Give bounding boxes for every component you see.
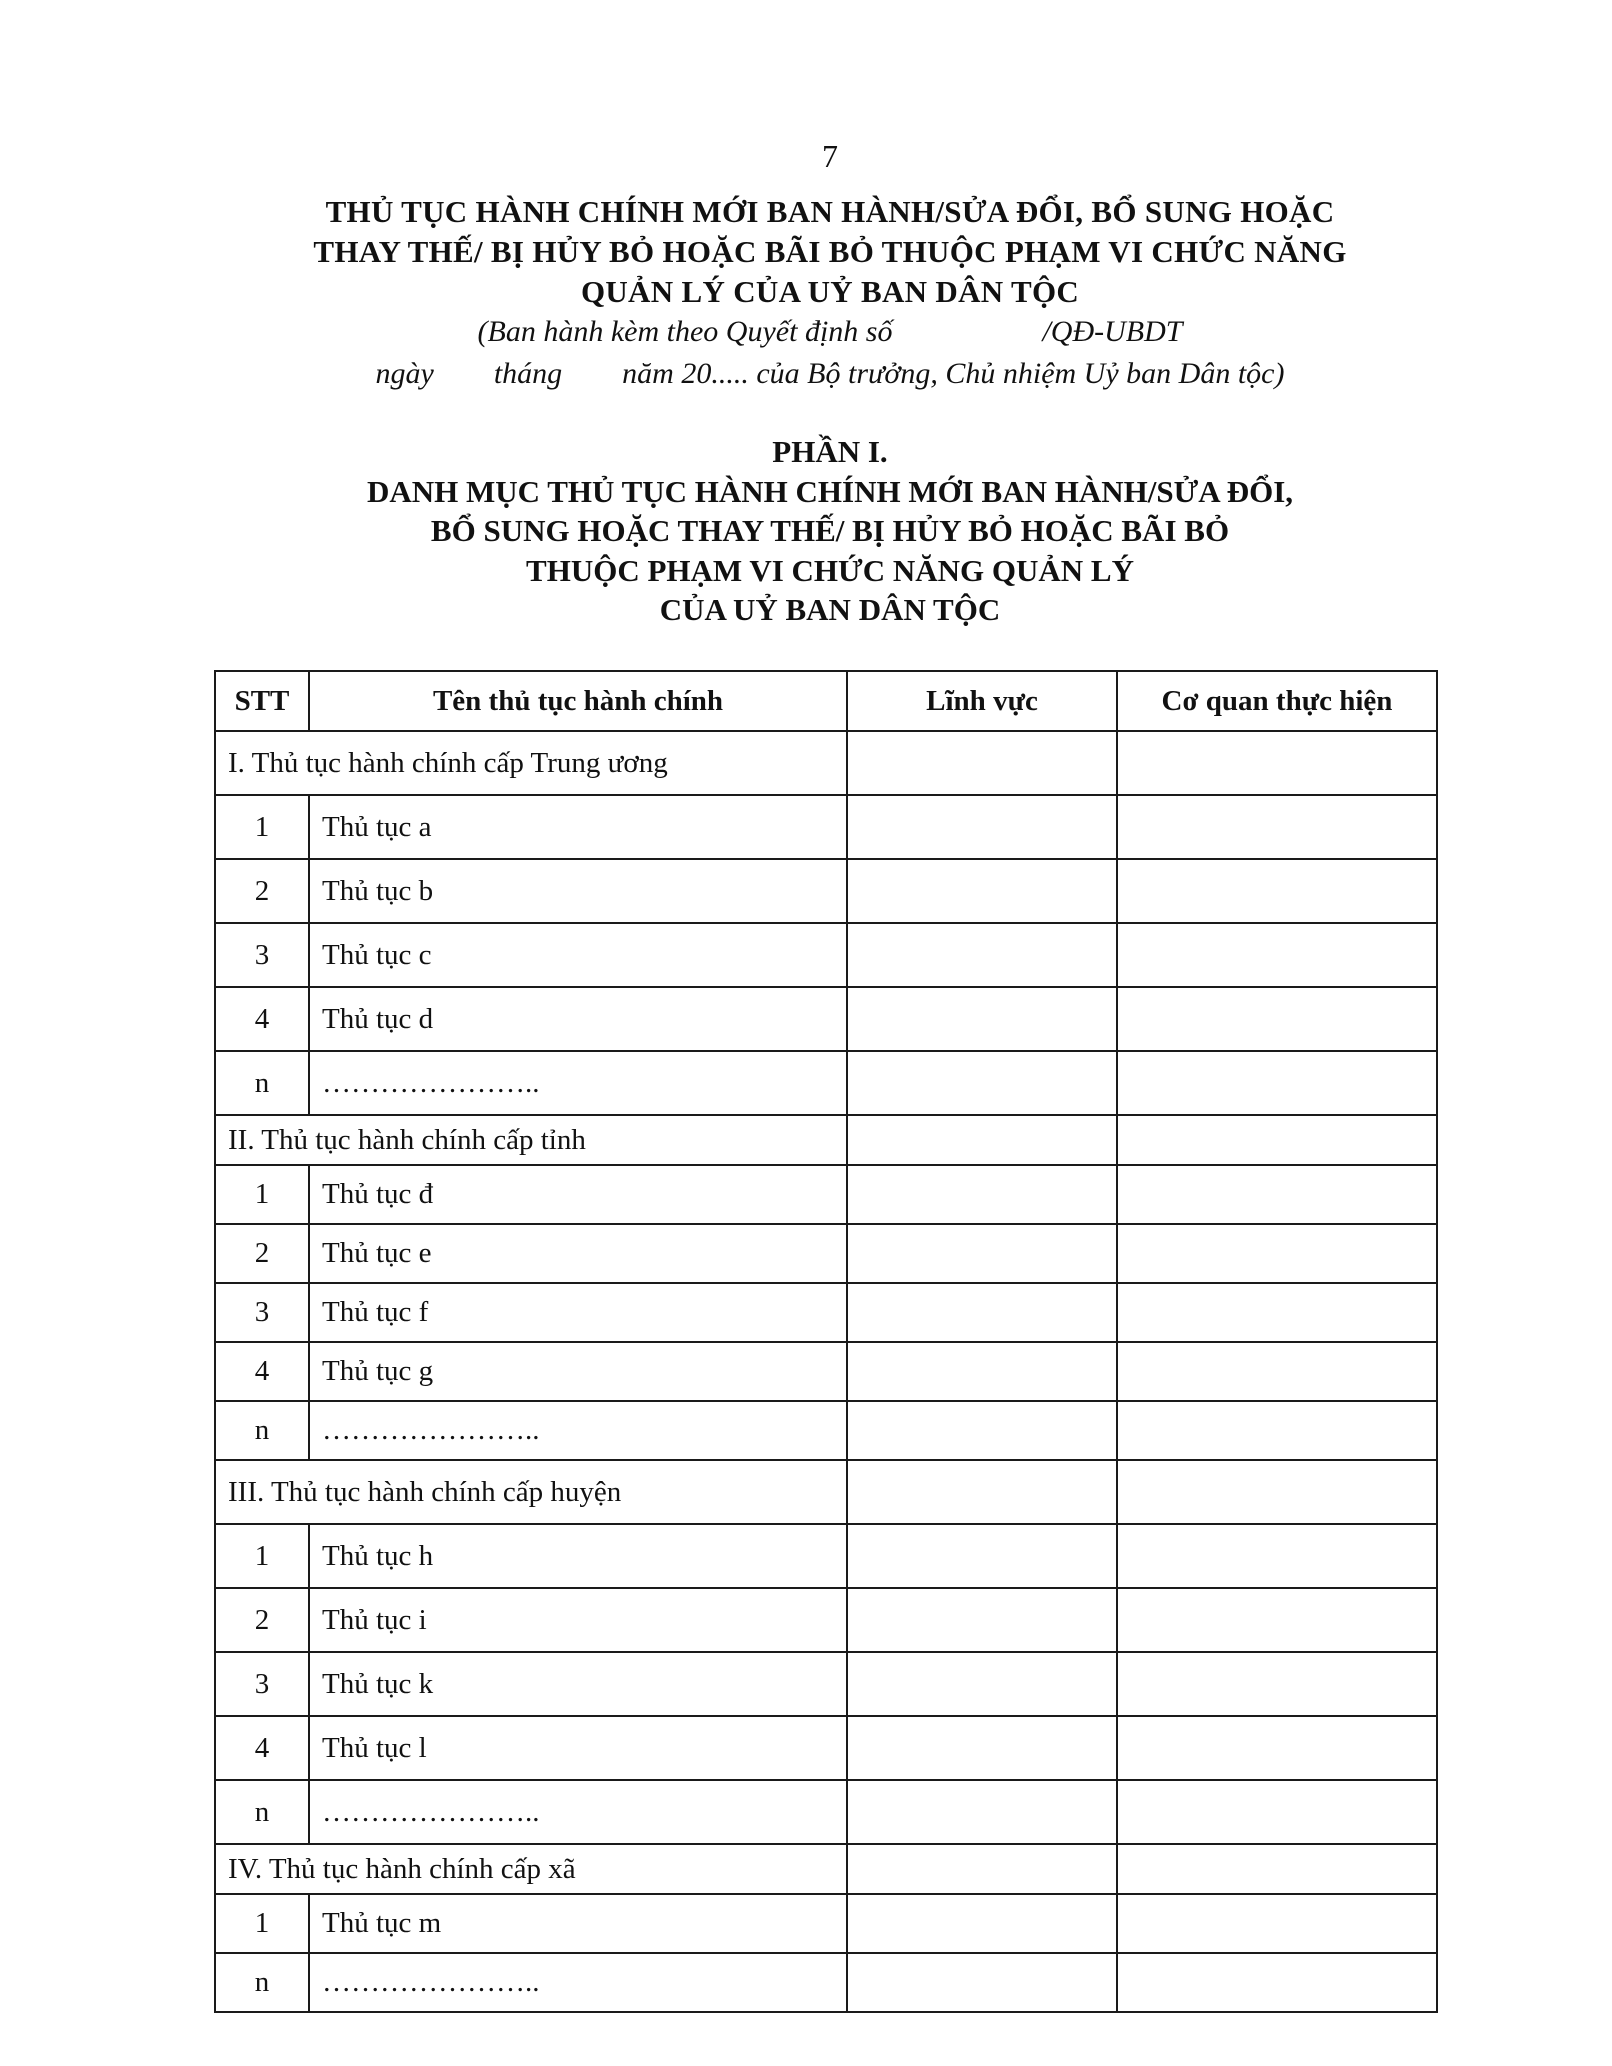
procedure-name-cell: Thủ tục m [309, 1894, 847, 1953]
agency-cell [1117, 1780, 1437, 1844]
table-row [215, 1342, 1437, 1401]
section-row [215, 731, 1437, 795]
header-procedure-name: Tên thủ tục hành chính [309, 671, 847, 731]
field-cell [847, 1115, 1117, 1165]
field-cell [847, 731, 1117, 795]
agency-cell [1117, 1342, 1437, 1401]
agency-cell [1117, 1051, 1437, 1115]
stt-cell: 4 [215, 1342, 309, 1401]
agency-cell [1117, 795, 1437, 859]
field-cell [847, 1224, 1117, 1283]
field-cell [847, 923, 1117, 987]
table-row [215, 1051, 1437, 1115]
table-row [215, 1894, 1437, 1953]
field-cell [847, 1342, 1117, 1401]
subtitle-decision-text: (Ban hành kèm theo Quyết định số [477, 315, 893, 348]
procedure-name-cell: Thủ tục k [309, 1652, 847, 1716]
procedure-name-cell: ………………….. [309, 1780, 847, 1844]
agency-cell [1117, 1844, 1437, 1894]
stt-cell: 2 [215, 859, 309, 923]
agency-cell [1117, 731, 1437, 795]
agency-cell [1117, 1894, 1437, 1953]
agency-cell [1117, 1652, 1437, 1716]
field-cell [847, 987, 1117, 1051]
agency-cell [1117, 1524, 1437, 1588]
stt-cell: 3 [215, 1283, 309, 1342]
procedure-name-cell: ………………….. [309, 1953, 847, 2012]
part-title-line: CỦA UỶ BAN DÂN TỘC [659, 592, 1001, 627]
table-row [215, 1652, 1437, 1716]
stt-cell: 4 [215, 1716, 309, 1780]
table-row [215, 1716, 1437, 1780]
title-line: THỦ TỤC HÀNH CHÍNH MỚI BAN HÀNH/SỬA ĐỔI, BỔ SUNG HOẶC [325, 194, 1335, 229]
stt-cell: 1 [215, 1524, 309, 1588]
field-cell [847, 1401, 1117, 1460]
agency-cell [1117, 1953, 1437, 2012]
agency-cell [1117, 1716, 1437, 1780]
table-row [215, 987, 1437, 1051]
section-title: II. Thủ tục hành chính cấp tỉnh [215, 1115, 847, 1165]
stt-cell: n [215, 1953, 309, 2012]
procedure-name-cell: ………………….. [309, 1051, 847, 1115]
stt-cell: 1 [215, 1894, 309, 1953]
agency-cell [1117, 987, 1437, 1051]
table-row [215, 1780, 1437, 1844]
procedure-name-cell: Thủ tục g [309, 1342, 847, 1401]
procedure-name-cell: Thủ tục a [309, 795, 847, 859]
subtitle-decision-code: /QĐ-UBDT [1042, 315, 1183, 348]
agency-cell [1117, 923, 1437, 987]
procedure-name-cell: Thủ tục e [309, 1224, 847, 1283]
section-row [215, 1844, 1437, 1894]
agency-cell [1117, 1283, 1437, 1342]
agency-cell [1117, 859, 1437, 923]
stt-cell: 3 [215, 1652, 309, 1716]
table-row [215, 1401, 1437, 1460]
subtitle-line-1 [200, 312, 1460, 352]
procedure-name-cell: Thủ tục h [309, 1524, 847, 1588]
table-header-row [215, 671, 1437, 731]
subtitle-day: ngày [375, 357, 434, 390]
stt-cell: 3 [215, 923, 309, 987]
section-title: IV. Thủ tục hành chính cấp xã [215, 1844, 847, 1894]
field-cell [847, 1165, 1117, 1224]
subtitle-line-2 [200, 354, 1460, 394]
stt-cell: 1 [215, 795, 309, 859]
field-cell [847, 1716, 1117, 1780]
table-row [215, 859, 1437, 923]
procedure-name-cell: Thủ tục f [309, 1283, 847, 1342]
part-heading [200, 432, 1460, 630]
field-cell [847, 859, 1117, 923]
agency-cell [1117, 1224, 1437, 1283]
procedure-name-cell: Thủ tục c [309, 923, 847, 987]
procedure-name-cell: Thủ tục b [309, 859, 847, 923]
part-title-line: THUỘC PHẠM VI CHỨC NĂNG QUẢN LÝ [526, 552, 1134, 588]
stt-cell: n [215, 1401, 309, 1460]
table-row [215, 795, 1437, 859]
subtitle-year-issuer: năm 20..... của Bộ trưởng, Chủ nhiệm Uỷ ban Dân tộc) [622, 357, 1285, 390]
title-line: QUẢN LÝ CỦA UỶ BAN DÂN TỘC [580, 274, 1080, 309]
stt-cell: n [215, 1051, 309, 1115]
section-row [215, 1460, 1437, 1524]
field-cell [847, 1894, 1117, 1953]
field-cell [847, 795, 1117, 859]
procedure-name-cell: Thủ tục d [309, 987, 847, 1051]
header-agency: Cơ quan thực hiện [1117, 671, 1437, 731]
stt-cell: 2 [215, 1588, 309, 1652]
stt-cell: n [215, 1780, 309, 1844]
header-field: Lĩnh vực [847, 671, 1117, 731]
agency-cell [1117, 1115, 1437, 1165]
part-title-line: BỔ SUNG HOẶC THAY THẾ/ BỊ HỦY BỎ HOẶC BÃI BỎ [430, 513, 1230, 548]
table-row [215, 1224, 1437, 1283]
procedure-table [214, 670, 1438, 2013]
subtitle-month: tháng [493, 357, 563, 390]
procedure-name-cell: ………………….. [309, 1401, 847, 1460]
table-row [215, 1283, 1437, 1342]
agency-cell [1117, 1401, 1437, 1460]
section-title: I. Thủ tục hành chính cấp Trung ương [215, 731, 847, 795]
table-row [215, 923, 1437, 987]
field-cell [847, 1051, 1117, 1115]
field-cell [847, 1844, 1117, 1894]
table-row [215, 1524, 1437, 1588]
procedure-name-cell: Thủ tục i [309, 1588, 847, 1652]
field-cell [847, 1524, 1117, 1588]
part-title-line: DANH MỤC THỦ TỤC HÀNH CHÍNH MỚI BAN HÀNH/SỬA ĐỔI, [366, 473, 1294, 509]
field-cell [847, 1283, 1117, 1342]
agency-cell [1117, 1588, 1437, 1652]
stt-cell: 4 [215, 987, 309, 1051]
section-row [215, 1115, 1437, 1165]
procedure-name-cell: Thủ tục đ [309, 1165, 847, 1224]
table-row [215, 1953, 1437, 2012]
page-number: 7 [822, 138, 838, 174]
table-row [215, 1165, 1437, 1224]
section-title: III. Thủ tục hành chính cấp huyện [215, 1460, 847, 1524]
field-cell [847, 1460, 1117, 1524]
stt-cell: 1 [215, 1165, 309, 1224]
title-line: THAY THẾ/ BỊ HỦY BỎ HOẶC BÃI BỎ THUỘC PHẠM VI CHỨC NĂNG [313, 234, 1347, 269]
stt-cell: 2 [215, 1224, 309, 1283]
field-cell [847, 1588, 1117, 1652]
agency-cell [1117, 1460, 1437, 1524]
agency-cell [1117, 1165, 1437, 1224]
table-row [215, 1588, 1437, 1652]
field-cell [847, 1652, 1117, 1716]
part-label: PHẦN I. [772, 434, 888, 469]
field-cell [847, 1953, 1117, 2012]
header-stt: STT [215, 671, 309, 731]
document-title [200, 192, 1460, 312]
field-cell [847, 1780, 1117, 1844]
procedure-name-cell: Thủ tục l [309, 1716, 847, 1780]
